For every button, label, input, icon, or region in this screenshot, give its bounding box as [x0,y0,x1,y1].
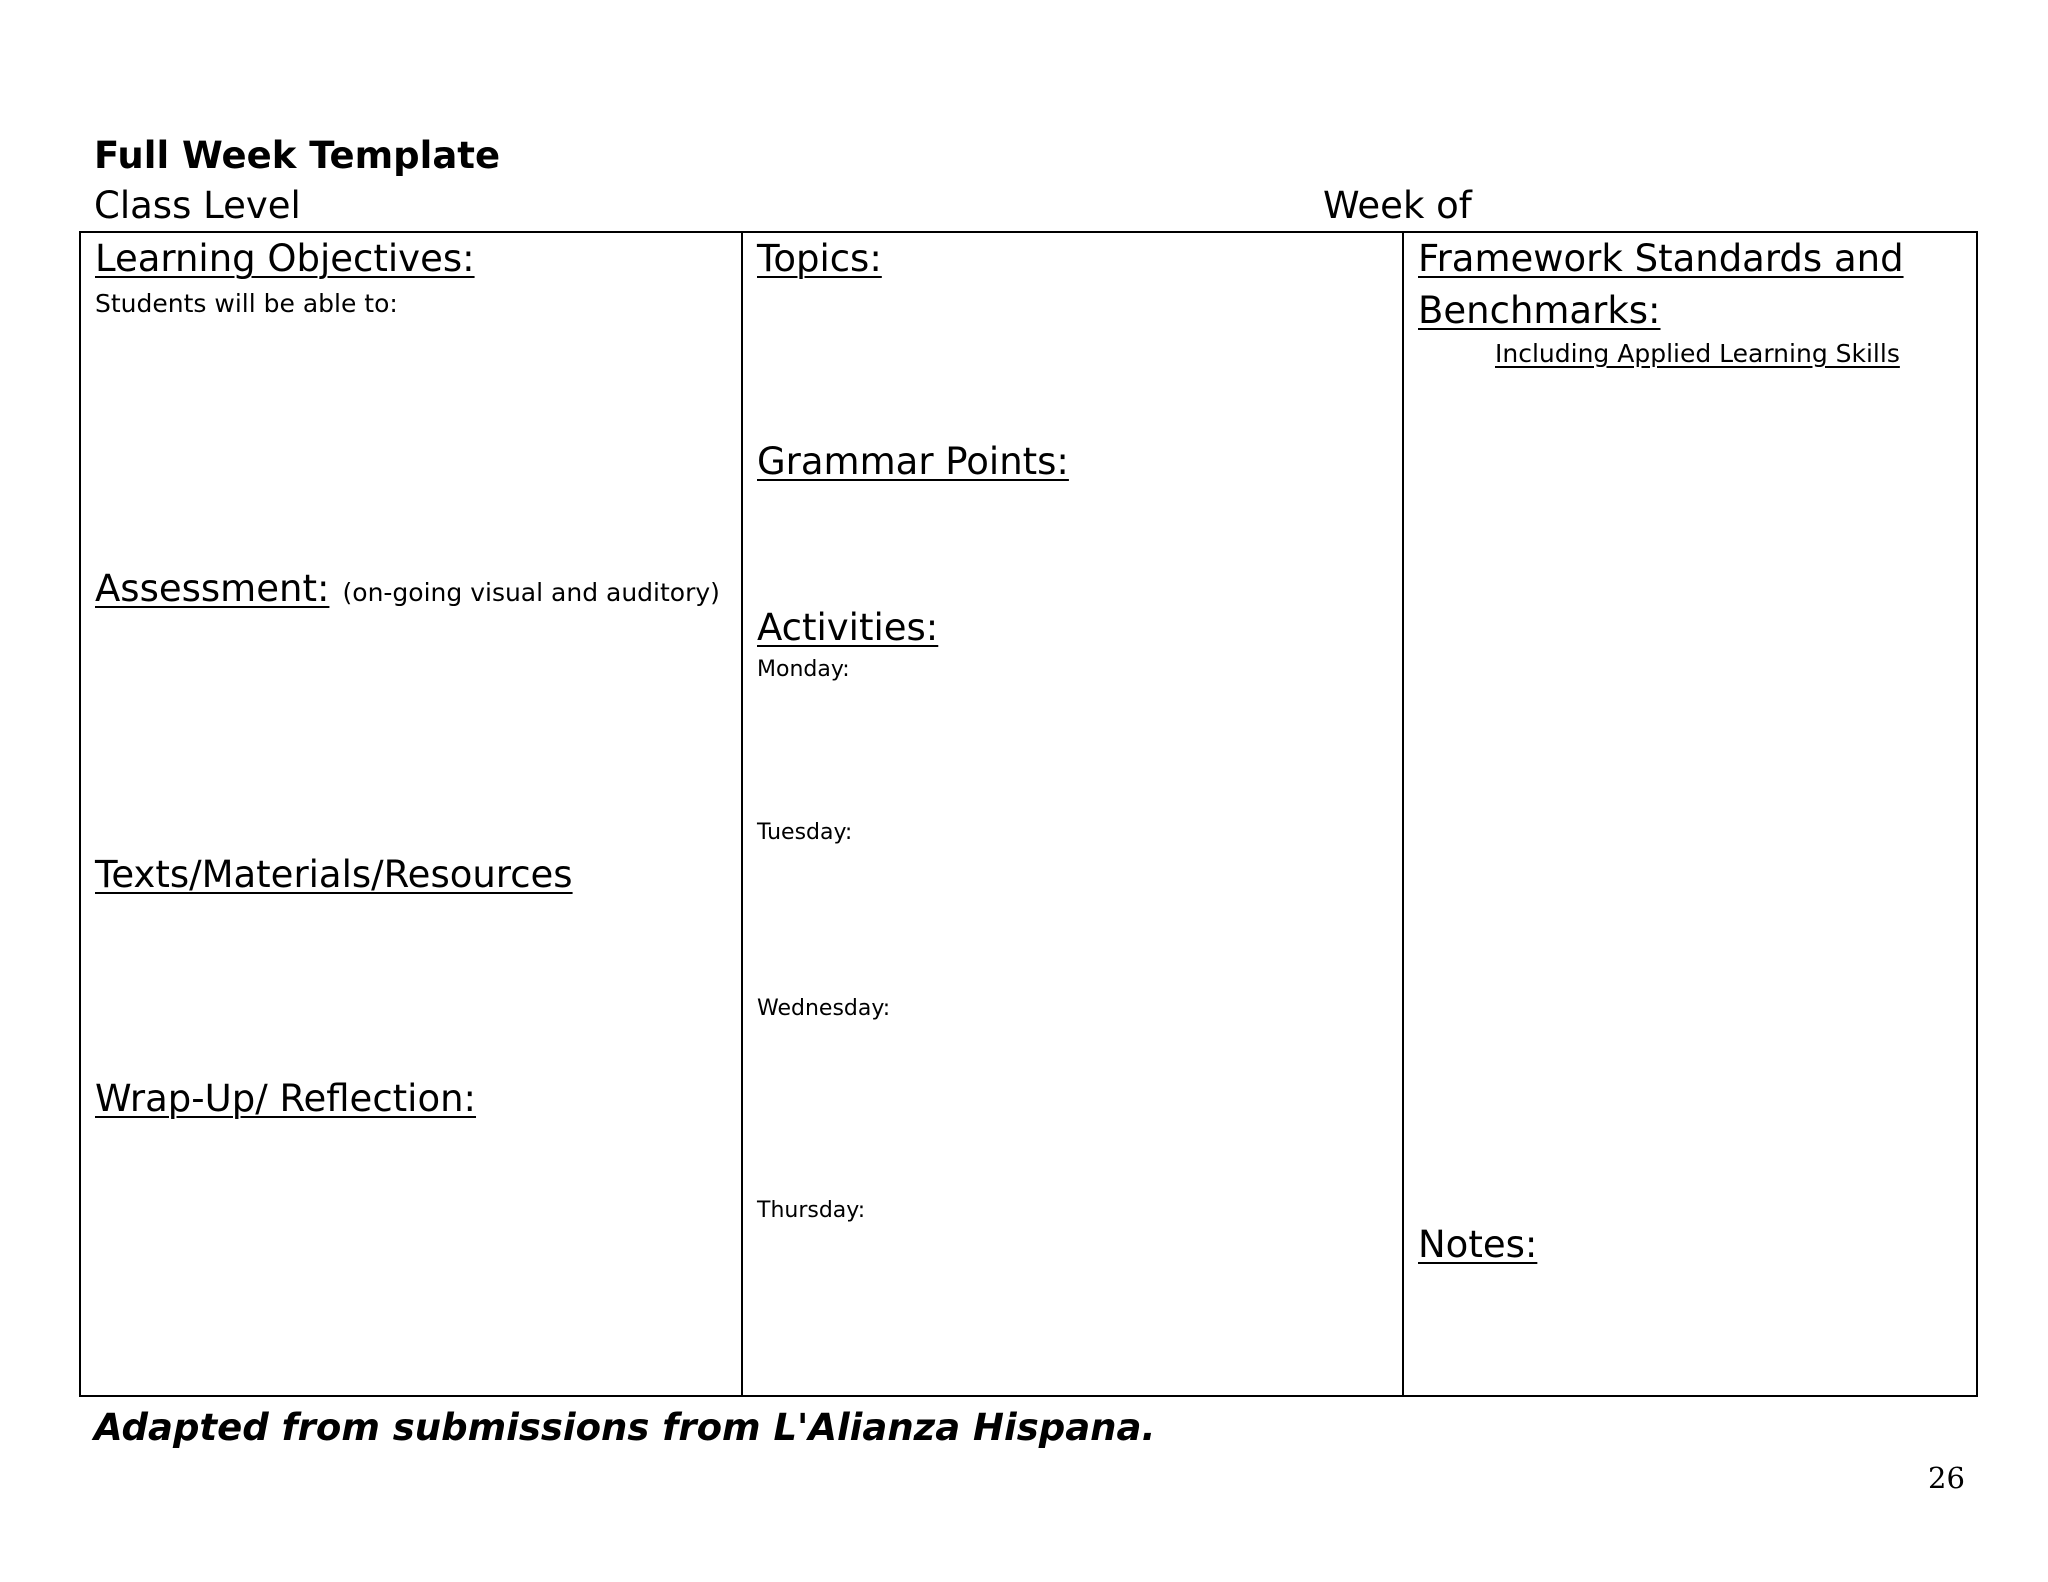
activities-heading: Activities: [757,606,939,649]
day-label-wednesday: Wednesday: [757,996,891,1021]
day-label-thursday: Thursday: [757,1198,866,1223]
framework-standards-heading: Framework Standards and [1418,237,1904,280]
class-level-label: Class Level [94,184,301,227]
week-of-label: Week of [1323,184,1472,227]
benchmarks-heading: Benchmarks: [1418,289,1661,332]
column-divider-1 [741,233,743,1395]
source-credit: Adapted from submissions from L'Alianza Hispana. [94,1406,1156,1449]
grammar-points-heading: Grammar Points: [757,440,1069,483]
assessment-heading: Assessment: [95,567,330,610]
assessment-note: (on-going visual and auditory) [342,578,720,607]
notes-heading: Notes: [1418,1223,1538,1266]
texts-materials-heading: Texts/Materials/Resources [95,853,573,896]
wrap-up-heading: Wrap-Up/ Reflection: [95,1077,477,1120]
page-number: 26 [1928,1461,1965,1495]
page-title: Full Week Template [94,134,501,177]
template-grid [79,231,1978,1397]
assessment-section [95,567,720,610]
learning-objectives-heading: Learning Objectives: [95,237,475,280]
day-label-tuesday: Tuesday: [757,820,853,845]
column-divider-2 [1402,233,1404,1395]
day-label-monday: Monday: [757,657,850,682]
learning-objectives-subtext: Students will be able to: [95,289,398,318]
applied-learning-subtext: Including Applied Learning Skills [1495,339,1900,368]
topics-heading: Topics: [757,237,882,280]
